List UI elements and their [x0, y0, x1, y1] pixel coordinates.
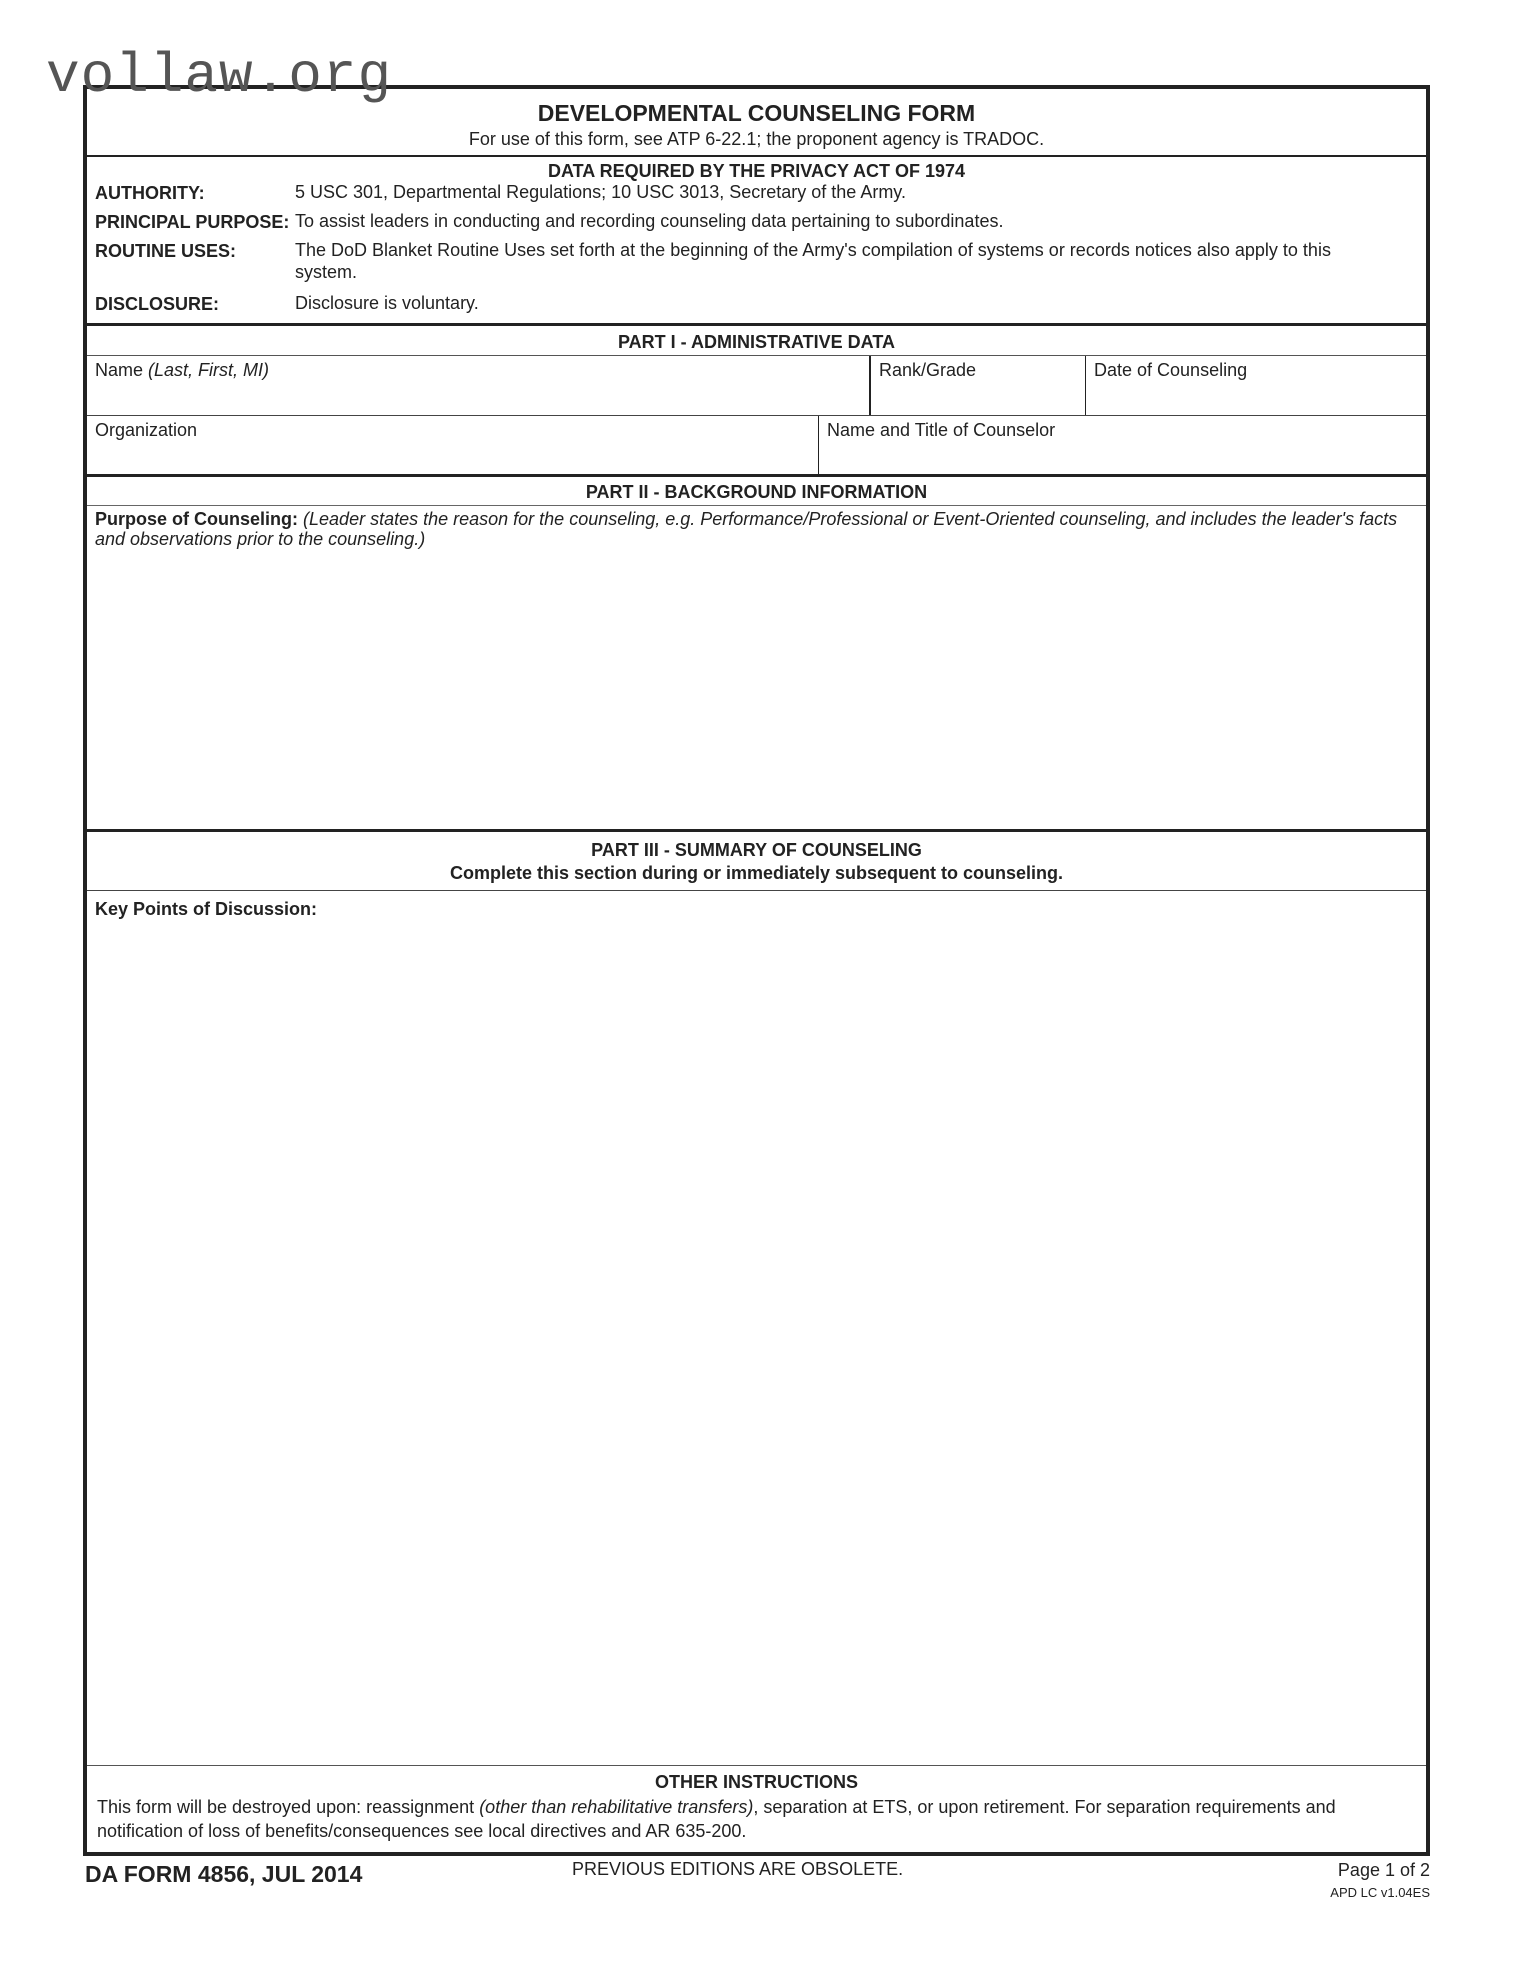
purpose-hint: (Leader states the reason for the counseling, e.g. Performance/Professional or Event-Oriented counseling, and includes the leader's facts and observations prior to the counseling.): [95, 509, 1398, 549]
disclosure-text: Disclosure is voluntary.: [295, 293, 479, 313]
form-id: DA FORM 4856, JUL 2014: [85, 1861, 363, 1887]
part3-heading: PART III - SUMMARY OF COUNSELING: [591, 840, 922, 860]
rank-grade-label: Rank/Grade: [879, 360, 977, 380]
other-instructions-text: [97, 1795, 1420, 1843]
instructions-text-post: , separation at ETS, or upon retirement. For separation requirements and notification of loss of benefits/consequences see local directives and AR 635-200.: [97, 1797, 1336, 1841]
purpose-label: Purpose of Counseling:: [95, 509, 299, 529]
principal-purpose-label: PRINCIPAL PURPOSE:: [95, 212, 290, 232]
name-field[interactable]: [87, 356, 869, 415]
part2-heading: PART II - BACKGROUND INFORMATION: [585, 482, 928, 502]
divider: [87, 474, 1426, 477]
obsolete-notice: PREVIOUS EDITIONS ARE OBSOLETE.: [572, 1859, 904, 1879]
disclosure-label: DISCLOSURE:: [95, 294, 220, 314]
purpose-of-counseling-field[interactable]: [87, 506, 1426, 829]
form-subtitle: For use of this form, see ATP 6-22.1; the proponent agency is TRADOC.: [468, 129, 1045, 149]
date-of-counseling-field[interactable]: [1086, 356, 1426, 415]
divider: [87, 829, 1426, 832]
instructions-text-italic: (other than rehabilitative transfers): [479, 1797, 754, 1817]
part1-heading: PART I - ADMINISTRATIVE DATA: [618, 332, 895, 352]
part3-subheading: Complete this section during or immediately subsequent to counseling.: [449, 863, 1064, 883]
page-number: Page 1 of 2: [1337, 1860, 1430, 1880]
divider: [87, 323, 1426, 326]
divider: [87, 155, 1426, 157]
name-label: Name: [95, 360, 144, 380]
key-points-field[interactable]: [87, 891, 1426, 1765]
divider: [87, 1765, 1426, 1766]
name-label-wrap: [95, 360, 269, 381]
authority-text: 5 USC 301, Departmental Regulations; 10 USC 3013, Secretary of the Army.: [295, 182, 906, 202]
privacy-act-heading: DATA REQUIRED BY THE PRIVACY ACT OF 1974: [547, 161, 966, 181]
key-points-label: Key Points of Discussion:: [95, 899, 318, 919]
counseling-form: [83, 85, 1430, 1856]
organization-label: Organization: [95, 420, 198, 440]
routine-uses-text: The DoD Blanket Routine Uses set forth at the beginning of the Army's compilation of systems or records notices also apply to this system.: [295, 240, 1331, 282]
date-of-counseling-label: Date of Counseling: [1094, 360, 1248, 380]
rank-grade-field[interactable]: [871, 356, 1085, 415]
principal-purpose-text: To assist leaders in conducting and recording counseling data pertaining to subordinates.: [295, 211, 1004, 231]
other-instructions-heading: OTHER INSTRUCTIONS: [654, 1772, 858, 1792]
name-hint: (Last, First, MI): [148, 360, 270, 380]
purpose-text-wrap: [95, 509, 1412, 549]
authority-label: AUTHORITY:: [95, 183, 205, 203]
form-title: DEVELOPMENTAL COUNSELING FORM: [537, 100, 976, 126]
counselor-name-title-field[interactable]: [819, 416, 1426, 474]
version-label: APD LC v1.04ES: [1330, 1885, 1430, 1900]
watermark: vollaw.org: [46, 44, 393, 108]
instructions-text-pre: This form will be destroyed upon: reassignment: [97, 1797, 480, 1817]
counselor-name-title-label: Name and Title of Counselor: [827, 420, 1056, 440]
organization-field[interactable]: [87, 416, 818, 474]
routine-uses-label: ROUTINE USES:: [95, 241, 237, 261]
